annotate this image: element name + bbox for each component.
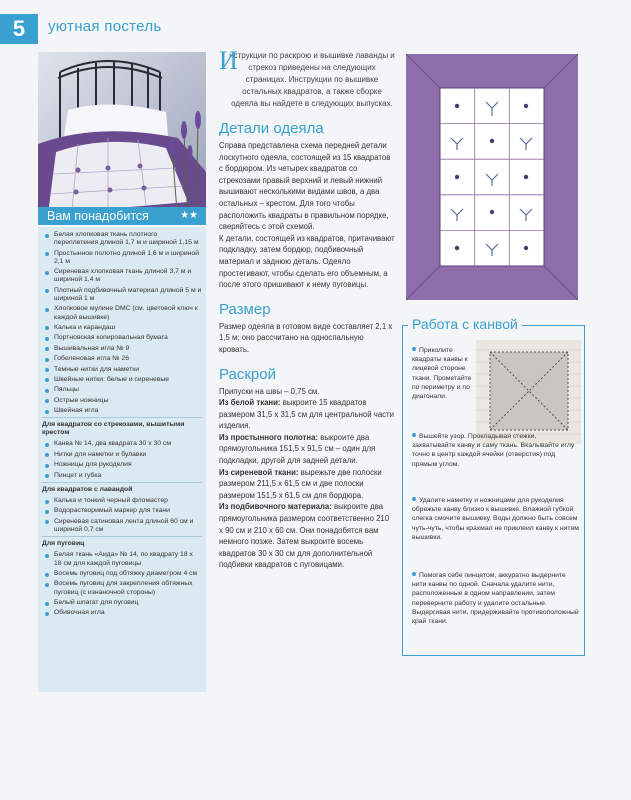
list-item: Швейная игла (42, 407, 202, 415)
sheet-fabric-text: выкроите два прямоугольника 151,5 x 91,5 см – один для подкладки, другой для задней детали. (219, 432, 376, 466)
white-fabric-paragraph (219, 397, 395, 432)
needs-panel (38, 227, 206, 692)
list-item: Водорастворимый маркер для ткани (42, 507, 202, 515)
canvas-step-2 (412, 432, 580, 469)
list-item: Темные нитки для наметки (42, 366, 202, 374)
lilac-fabric-paragraph (219, 467, 395, 502)
intro-text: нструкции по раскрою и вышивке лаванды и стрекоз приведены на следующих страницах. Инструкции по вышивке остальных квадратов, а также сборке одеяла вы найдете в следующих выпусках. (229, 51, 395, 108)
size-paragraph: Размер одеяла в готовом виде составляет 2,1 x 1,5 м; оно рассчитано на односпальную кровать. (219, 321, 393, 354)
canvas-step-4-text: Помогая себе пинцетом, аккуратно выдерните нити канвы по одной. Сначала удалите нити, расположенные в одном направлении, затем переверните работу и удалите остальные. Выдергивая нити, придерживайте противоположный край ткани. (412, 572, 579, 626)
list-item: Острые ножницы (42, 397, 202, 405)
list-item: Простынное полотно длиной 1,6 м и шириной 2,1 м (42, 250, 202, 266)
materials-list (42, 231, 202, 415)
list-item: Сиреневая сатиновая лента длиной 60 см и шириной 0,7 см (42, 518, 202, 534)
quilt-diagram (406, 54, 578, 300)
canvas-step-3 (412, 496, 580, 542)
bullet-icon (412, 433, 416, 437)
page-number: 5 (0, 14, 38, 44)
list-item: Белая ткань «Аида» № 14, по квадрату 18 x 18 см для каждой пуговицы (42, 551, 202, 567)
size-heading: Размер (219, 300, 271, 318)
buttons-list (42, 551, 202, 617)
canvas-step-1 (412, 346, 474, 401)
list-item: Портновская копировальная бумага (42, 334, 202, 342)
intro-paragraph (219, 46, 395, 110)
details-paragraph-1: Справа представлена схема передней детали лоскутного одеяла, состоящей из 15 квадратов с бордюром. Из четырех квадратов со стрекозами правый верхний и левый нижний вышивают несколькими видами швов, а два остальных – крестом. Для того чтобы расположить квадраты в правильном порядке, сверяйтесь с этой схемой. (219, 141, 391, 232)
list-item: Обивочная игла (42, 609, 202, 617)
section-title: уютная постель (48, 18, 162, 35)
canvas-step-1-text: Приколите квадраты канвы к лицевой стороне ткани. Прометайте по периметру и по диагонали. (412, 347, 472, 401)
canvas-title: Работа с канвой (408, 316, 522, 332)
batting-label: Из подбивочного материала: (219, 502, 332, 512)
list-item: Хлопковое мулине DMC (см. цветовой ключ к каждой вышивке) (42, 305, 202, 321)
drop-cap: И (219, 46, 238, 75)
difficulty-stars: ★★ (180, 210, 198, 221)
list-item: Калька и карандаш (42, 324, 202, 332)
list-item: Плотный подбивочный материал длиной 5 м и шириной 1 м (42, 287, 202, 303)
bullet-icon (412, 572, 416, 576)
lavender-header: Для квадратов с лавандой (42, 486, 133, 494)
canvas-photo (476, 340, 581, 444)
needs-title: Вам понадобится (47, 209, 149, 223)
needs-header (38, 207, 206, 225)
canvas-step-3-text: Удалите наметку и ножницами для рукоделия обрежьте канву близко к вышивке. Влажной губкой слегка смочите вышивку. Воды должно быть совсем чуть-чуть, чтобы крахмал не приклеил канву к нитям вышивки. (412, 497, 579, 541)
details-heading: Детали одеяла (219, 120, 324, 137)
lilac-fabric-text: вырежьте две полоски размером 211,5 x 61,5 см и две полоски размером 151,5 x 61,5 см для бордюра. (219, 467, 382, 500)
list-item: Ножницы для рукоделия (42, 461, 202, 469)
lilac-fabric-label: Из сиреневой ткани: (219, 467, 299, 477)
batting-paragraph (219, 501, 395, 571)
list-item: Пяльцы (42, 386, 202, 394)
instructions-column (219, 46, 395, 571)
lavender-list (42, 497, 202, 534)
sheet-fabric-paragraph (219, 432, 395, 467)
list-item: Канва № 14, два квадрата 30 x 30 см (42, 440, 202, 448)
sheet-fabric-label: Из простынного полотна: (219, 432, 319, 442)
list-item: Сиреневая хлопковая ткань длиной 3,7 м и шириной 1,4 м (42, 268, 202, 284)
bullet-icon (412, 347, 416, 351)
allowance-paragraph: Припуски на швы – 0,75 см. (219, 386, 320, 396)
list-item: Вышивальная игла № 9 (42, 345, 202, 353)
list-item: Калька и тонкий черный фломастер (42, 497, 202, 505)
list-item: Пинцет и губка (42, 472, 202, 480)
buttons-header: Для пуговиц (42, 540, 85, 548)
list-item: Нитки для наметки и булавки (42, 451, 202, 459)
bed-photo (38, 52, 206, 224)
list-item: Швейные нитки: белые и сиреневые (42, 376, 202, 384)
divider (42, 417, 202, 418)
white-fabric-label: Из белой ткани: (219, 398, 281, 408)
batting-text: выкроите два прямоугольника размером соответственно 210 x 90 см и 210 x 60 см. Они понадобятся вам немного позже. Затем выкроите восемь квадратов 30 x 30 см для дополнительной подбивки квадратов с пуговицами. (219, 502, 390, 570)
canvas-step-4 (412, 571, 580, 626)
divider (42, 536, 202, 537)
list-item: Восемь пуговиц для закрепления обтяжных пуговиц (с изнаночной стороны) (42, 580, 202, 596)
list-item: Восемь пуговиц под обтяжку диаметром 4 см (42, 570, 202, 578)
dragonfly-header: Для квадратов со стрекозами, вышитыми крестом (42, 421, 185, 437)
cutting-heading: Раскрой (219, 365, 276, 383)
divider (42, 482, 202, 483)
details-paragraph-2: К детали, состоящей из квадратов, притачивают подкладку, затем бордюр, подбивочный материал и заднюю деталь. Одеяло простегивают, чтобы сделать его объемным, а после этого пришивают к нему пуговицы. (219, 233, 395, 290)
list-item: Гобеленовая игла № 26 (42, 355, 202, 363)
list-item: Белый шпагат для пуговиц (42, 599, 202, 607)
white-fabric-text: выкроите 15 квадратов размером 31,5 x 31,5 см для центральной части изделия. (219, 398, 394, 431)
canvas-step-2-text: Вышейте узор. Прокладывая стежки, захватывайте канву и саму ткань. Вкалывайте иглу точно в центр каждой ячейки (отверстия) под прямым углом. (412, 433, 575, 468)
bullet-icon (412, 497, 416, 501)
dragonfly-list (42, 440, 202, 479)
list-item: Белая хлопковая ткань плотного переплетения длиной 1,7 м и шириной 1,15 м (42, 231, 202, 247)
